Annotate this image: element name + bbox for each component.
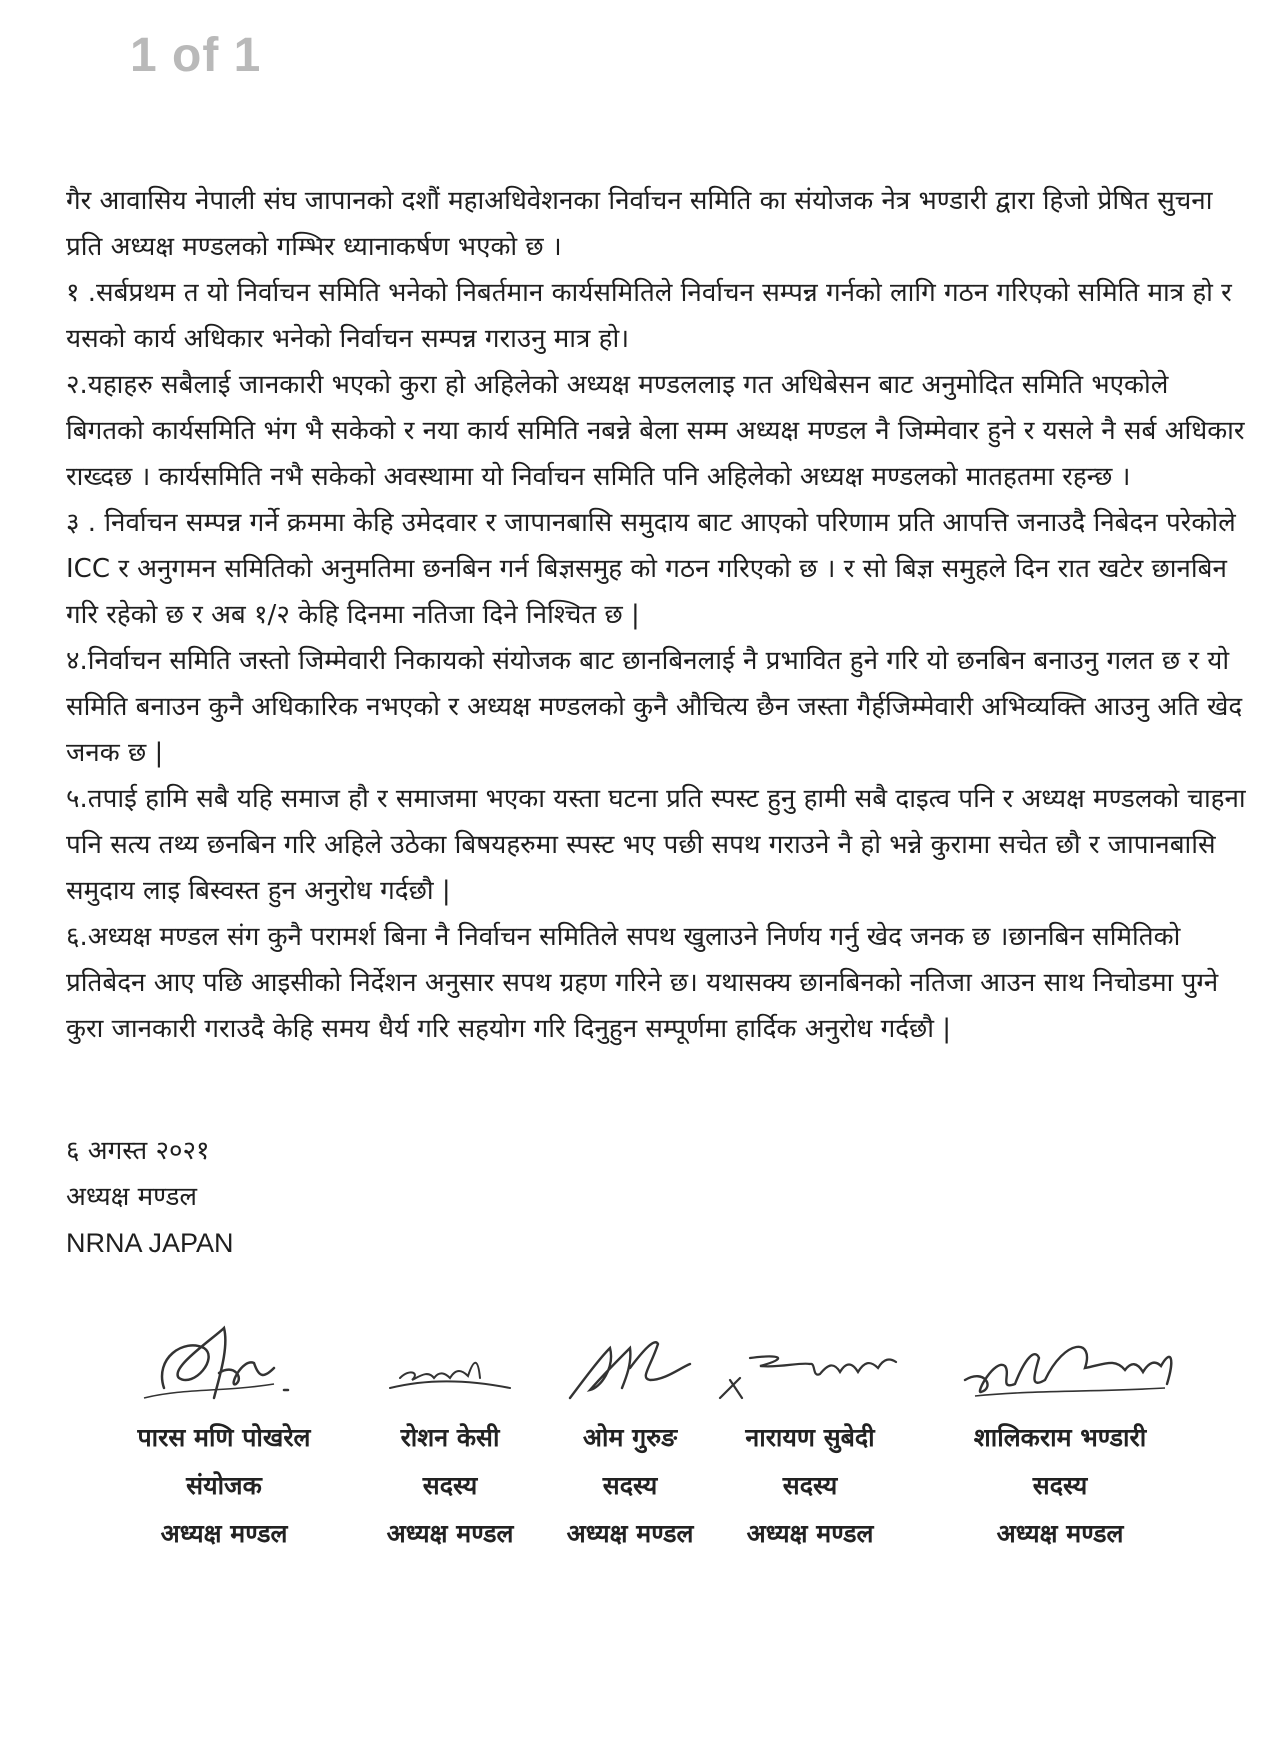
signatory-block (340, 1318, 560, 1558)
signatory-body: अध्यक्ष मण्डल (566, 1519, 694, 1548)
point-3-paragraph: ३ . निर्वाचन सम्पन्न गर्ने क्रममा केहि उमेदवार र जापानबासि समुदाय बाट आएको परिणाम प्रति आपत्ति जनाउदै निबेदन परेकोले ICC र अनुगमन समितिको अनुमतिमा छनबिन गर्न बिज्ञसमुह को गठन गरिएको छ । र सो बिज्ञ समुहले दिन रात खटेर छानबिन गरि रहेको छ र अब १/२ केहि दिनमा नतिजा दिने निश्चित छ | (66, 508, 1236, 630)
signatory-role: संयोजक (186, 1471, 262, 1500)
signatory-role: सदस्य (602, 1471, 658, 1500)
letter-body (66, 178, 1246, 1052)
handwritten-signature-icon (350, 1318, 550, 1414)
signatory-role: सदस्य (422, 1471, 478, 1500)
page-counter: 1 of 1 (130, 29, 262, 82)
handwritten-signature-icon (124, 1318, 324, 1414)
signatory-body: अध्यक्ष मण्डल (746, 1519, 874, 1548)
signatory-name: ओम गुरुङ (582, 1423, 678, 1452)
point-2-paragraph: २.यहाहरु सबैलाई जानकारी भएको कुरा हो अहिलेको अध्यक्ष मण्डललाइ गत अधिबेसन बाट अनुमोदित समिति भएकोले बिगतको कार्यसमिति भंग भै सकेको र नया कार्य समिति नबन्ने बेला सम्म अध्यक्ष मण्डल नै जिम्मेवार हुने र यसले नै सर्ब अधिकार राख्दछ । कार्यसमिति नभै सकेको अवस्थामा यो निर्वाचन समिति पनि अहिलेको अध्यक्ष मण्डलको मातहतमा रहन्छ । (66, 370, 1245, 492)
signatory-name: रोशन केसी (400, 1423, 500, 1452)
letter-issuer: अध्यक्ष मण्डल (66, 1182, 198, 1212)
signatory-block (700, 1318, 920, 1558)
letter-date: ६ अगस्त २०२१ (66, 1136, 210, 1166)
point-5-paragraph: ५.तपाई हामि सबै यहि समाज हौ र समाजमा भएका यस्ता घटना प्रति स्पस्ट हुनु हामी सबै दाइत्व पनि र अध्यक्ष मण्डलको चाहना पनि सत्य तथ्य छनबिन गरि अहिले उठेका बिषयहरुमा स्पस्ट भए पछी सपथ गराउने नै हो भन्ने कुरामा सचेत छौ र जापानबासि समुदाय लाइ बिस्वस्त हुन अनुरोध गर्दछौ | (66, 784, 1246, 906)
intro-paragraph: गैर आवासिय नेपाली संघ जापानको दशौं महाअधिवेशनका निर्वाचन समिति का संयोजक नेत्र भण्डारी द्वारा हिजो प्रेषित सुचना प्रति अध्यक्ष मण्डलको गम्भिर ध्यानाकर्षण भएको छ । (66, 186, 1213, 262)
point-6-paragraph: ६.अध्यक्ष मण्डल संग कुनै परामर्श बिना नै निर्वाचन समितिले सपथ खुलाउने निर्णय गर्नु खेद जनक छ ।छानबिन समितिको प्रतिबेदन आए पछि आइसीको निर्देशन अनुसार सपथ ग्रहण गरिने छ। यथासक्य छानबिनको नतिजा आउन साथ निचोडमा पुग्ने कुरा जानकारी गराउदै केहि समय धैर्य गरि सहयोग गरि दिनुहुन सम्पूर्णमा हार्दिक अनुरोध गर्दछौ | (66, 922, 1219, 1044)
point-1-paragraph: १ .सर्बप्रथम त यो निर्वाचन समिति भनेको निबर्तमान कार्यसमितिले निर्वाचन सम्पन्न गर्नको लागि गठन गरिएको समिति मात्र हो र यसको कार्य अधिकार भनेको निर्वाचन सम्पन्न गराउनु मात्र हो। (66, 278, 1232, 354)
signatory-role: सदस्य (782, 1471, 838, 1500)
signatory-body: अध्यक्ष मण्डल (160, 1519, 288, 1548)
signatory-block (104, 1318, 344, 1558)
signatory-name: शालिकराम भण्डारी (973, 1423, 1147, 1452)
signatory-role: सदस्य (1032, 1471, 1088, 1500)
organization-name: NRNA JAPAN (66, 1228, 234, 1258)
signatory-block (935, 1318, 1185, 1558)
handwritten-signature-icon (935, 1318, 1185, 1414)
signatory-name: नारायण सुबेदी (745, 1423, 875, 1452)
handwritten-signature-icon (700, 1318, 920, 1414)
letter-closing (66, 1128, 666, 1266)
signatory-body: अध्यक्ष मण्डल (386, 1519, 514, 1548)
signatory-body: अध्यक्ष मण्डल (996, 1519, 1124, 1548)
point-4-paragraph: ४.निर्वाचन समिति जस्तो जिम्मेवारी निकायको संयोजक बाट छानबिनलाई नै प्रभावित हुने गरि यो छनबिन बनाउनु गलत छ र यो समिति बनाउन कुनै अधिकारिक नभएको र अध्यक्ष मण्डलको कुनै औचित्य छैन जस्ता गैर्हजिम्मेवारी अभिव्यक्ति आउनु अति खेद जनक छ | (66, 646, 1243, 768)
signatory-name: पारस मणि पोखरेल (137, 1423, 311, 1452)
